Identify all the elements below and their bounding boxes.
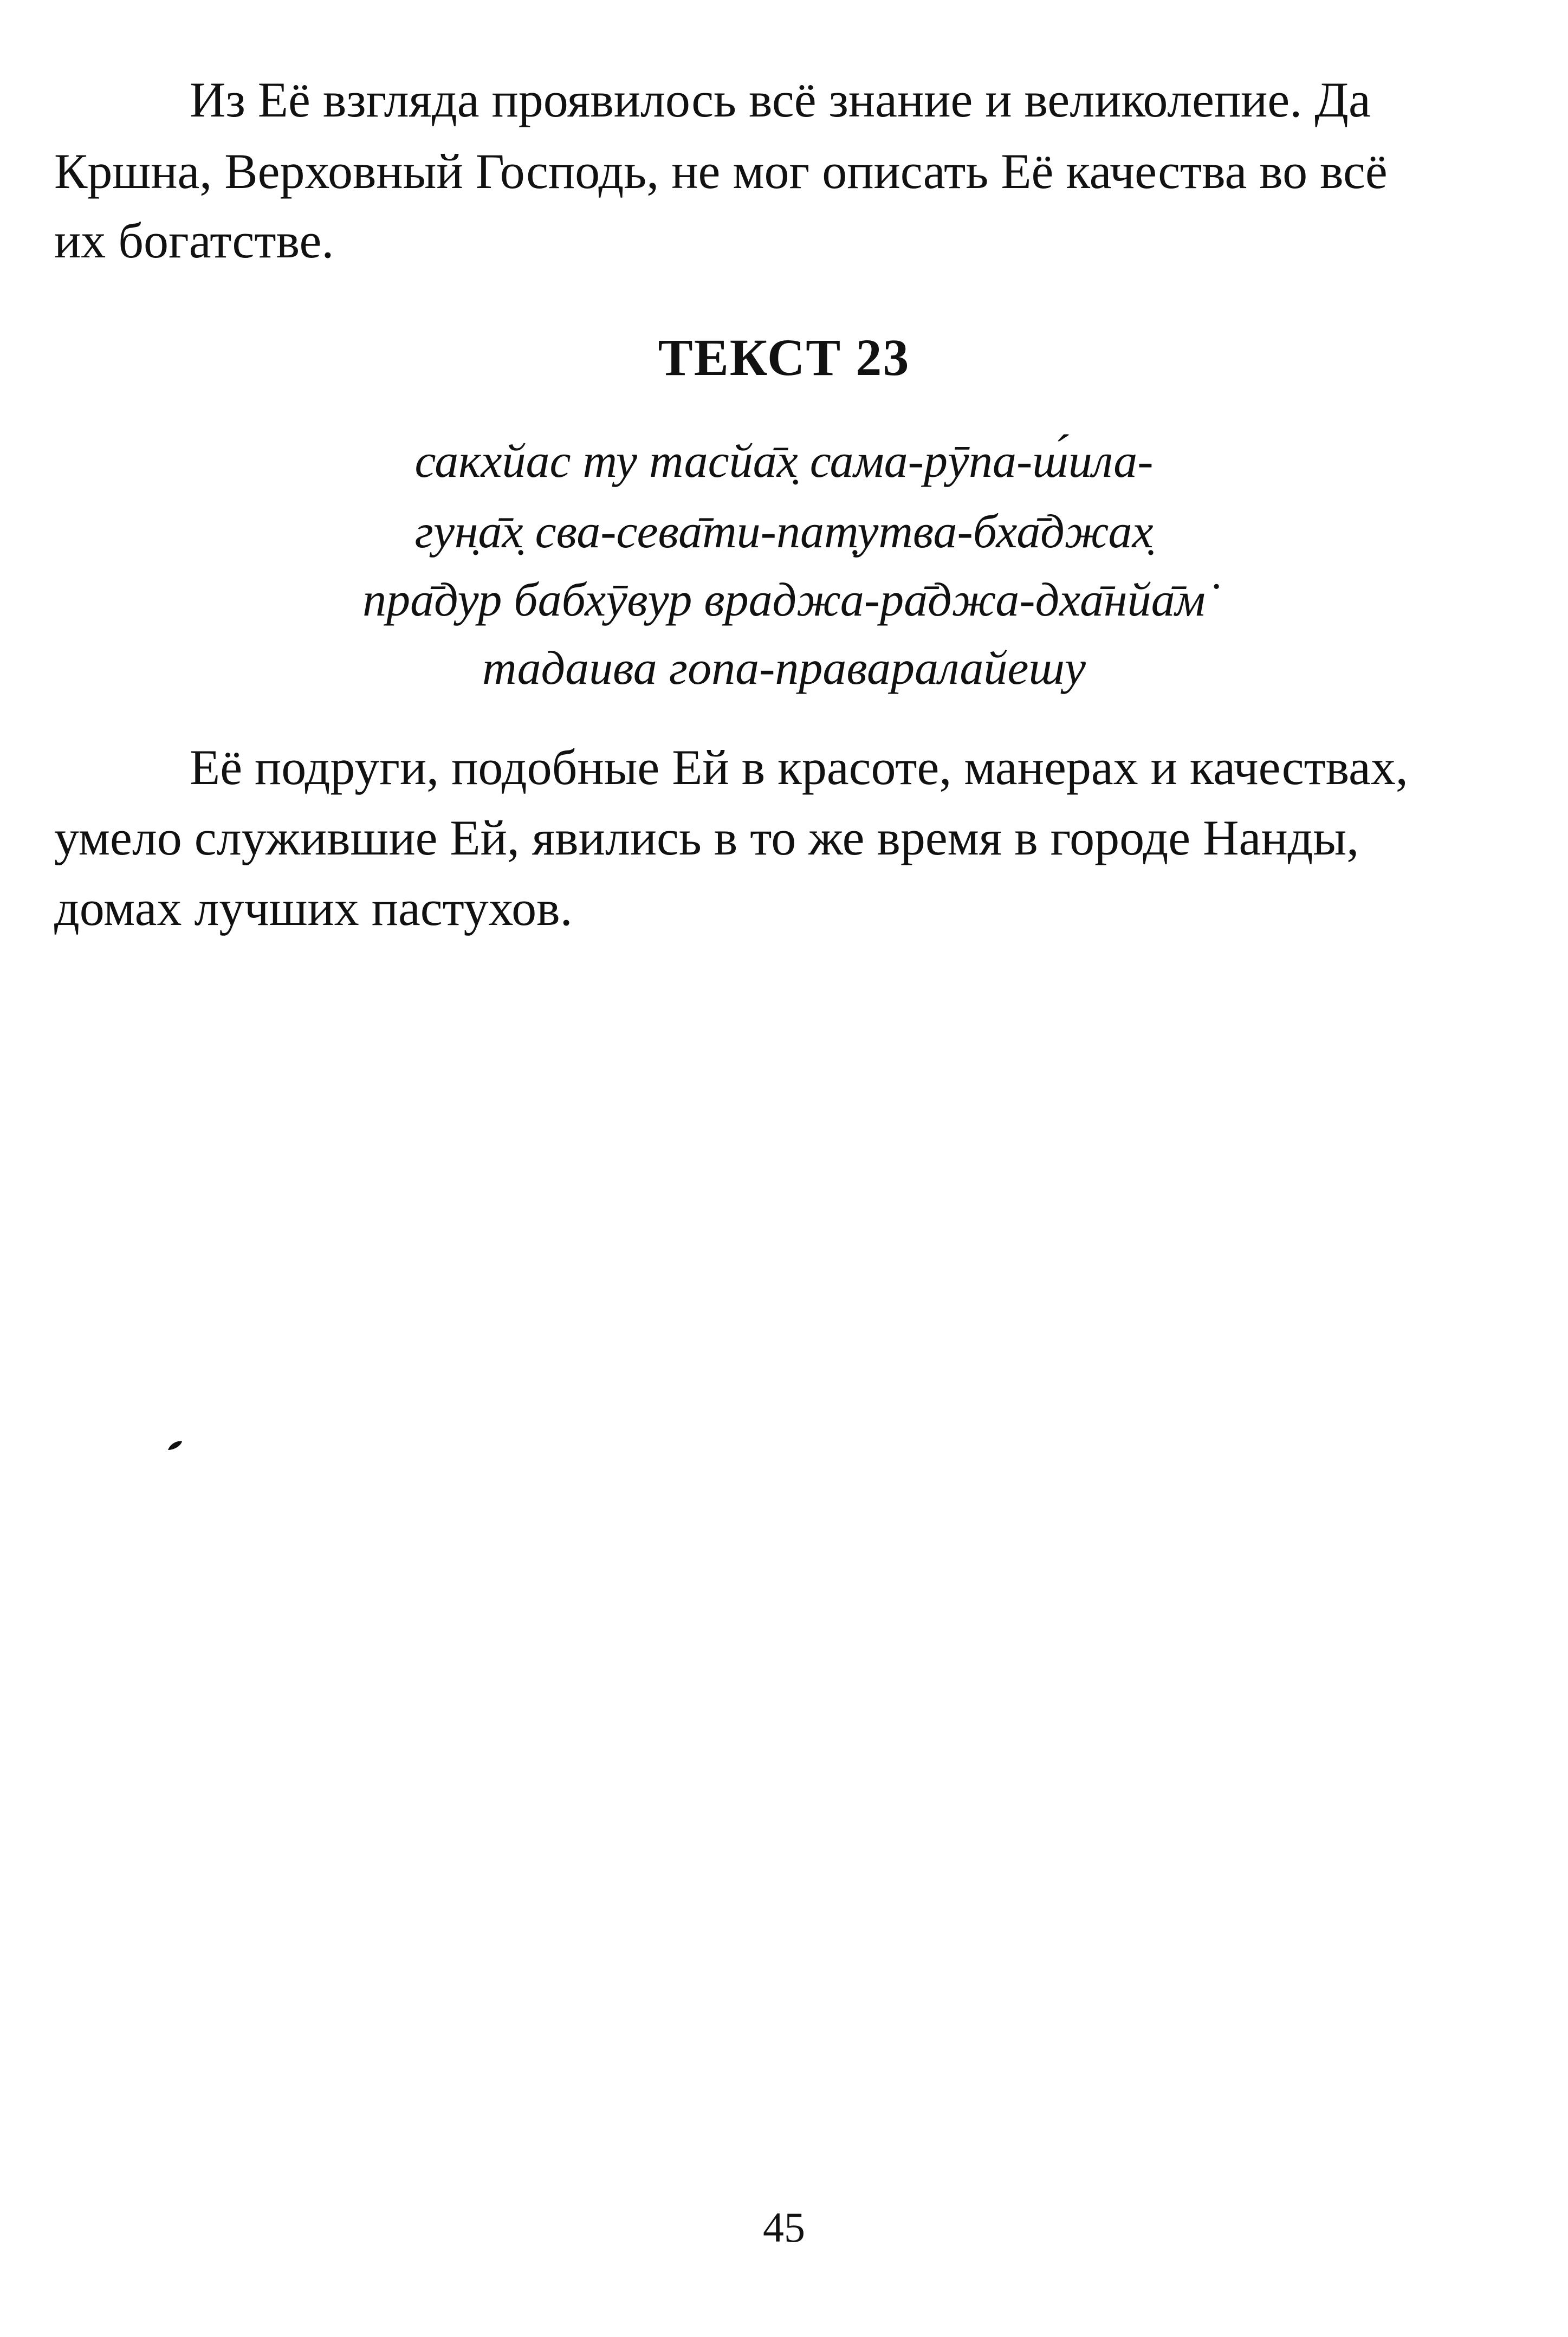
verse-line: гун̣а̄х̣ сва-сева̄ти-пат̣утва-бха̄джах̣ [414, 506, 1154, 558]
verse-line: сакхйас ту тасйа̄х̣ сама-рӯпа-ш́ила- [414, 435, 1154, 488]
paragraph-line: Кршна, Верховный Господь, не мог описать Её качества во всё [54, 144, 1388, 199]
translation-line: домах лучших пастухов. [54, 881, 573, 936]
translation-line: умело служившие Ей, явились в то же время в городе Нанды, [54, 810, 1359, 865]
text-heading: ТЕКСТ 23 [658, 328, 910, 386]
verse-line: пра̄дур бабхӯвур враджа-ра̄джа-дха̄нйа̄м̇ [362, 574, 1206, 626]
page-number: 45 [763, 2204, 805, 2251]
translation-line: Её подруги, подобные Ей в красоте, манерах и качествах, [190, 740, 1408, 795]
ink-speck [166, 1439, 184, 1452]
paragraph-line: их богатстве. [54, 213, 334, 268]
verse-line: тадаива гопа-праваралайешу [482, 642, 1086, 695]
paragraph-line: Из Её взгляда проявилось всё знание и великолепие. Да [190, 72, 1371, 127]
